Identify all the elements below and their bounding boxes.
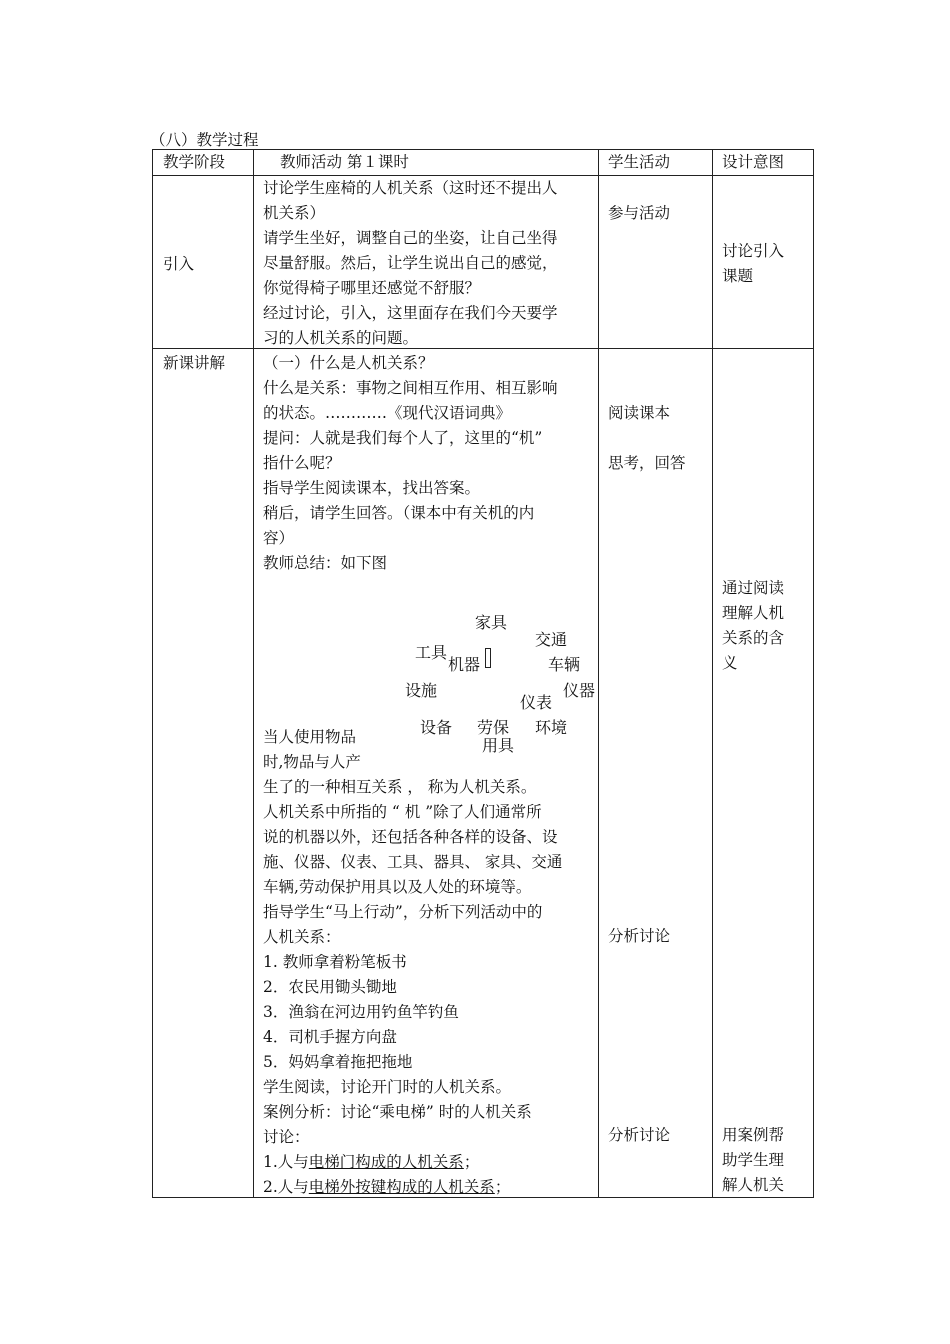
text-line: （一）什么是人机关系？ bbox=[263, 354, 434, 372]
text-line: 什么是关系：事物之间相互作用、相互影响 bbox=[263, 379, 558, 397]
text-line: 人机关系： bbox=[263, 928, 341, 946]
header-student: 学生活动 bbox=[608, 153, 671, 171]
section-title: （八）教学过程 bbox=[150, 131, 259, 149]
diagram-word-meter: 仪表 bbox=[520, 693, 553, 712]
text-line: 时,物品与人产 bbox=[263, 753, 361, 771]
text-line: 讨论引入 bbox=[722, 242, 785, 260]
row2-stage: 新课讲解 bbox=[163, 354, 226, 372]
row2-teacher-activity-bottom bbox=[263, 725, 562, 1200]
text-line: 尽量舒服。然后，让学生说出自己的感觉， bbox=[263, 254, 558, 272]
text-line: 提问：人就是我们每个人了，这里的“机” bbox=[263, 429, 543, 447]
row2-teacher-activity-top bbox=[263, 351, 558, 576]
header-design: 设计意图 bbox=[722, 153, 785, 171]
text-line: 学生阅读，讨论开门时的人机关系。 bbox=[263, 1078, 512, 1096]
text-line: 的状态。…………《现代汉语词典》 bbox=[263, 404, 512, 422]
text-line: 教师总结：如下图 bbox=[263, 554, 388, 572]
text-line: 5．妈妈拿着拖把拖地 bbox=[263, 1053, 413, 1071]
text-line: 经过讨论，引入，这里面存在我们今天要学 bbox=[263, 304, 558, 322]
table-column-divider-3 bbox=[712, 149, 713, 1198]
table-border-top bbox=[152, 149, 814, 150]
text-line: 机关系） bbox=[263, 204, 326, 222]
text-line: 指什么呢？ bbox=[263, 454, 341, 472]
header-teacher: 教师活动 第１课时 bbox=[280, 153, 409, 171]
text-line: 稍后，请学生回答。（课本中有关机的内 bbox=[263, 504, 535, 522]
case-underlined-text: 电梯门构成的人机关系 bbox=[308, 1153, 464, 1171]
text-line: 案例分析：讨论“乘电梯” 时的人机关系 bbox=[263, 1103, 532, 1121]
diagram-word-instrument: 仪器 bbox=[563, 681, 596, 700]
row2-student-read: 阅读课本 bbox=[608, 404, 671, 422]
text-line: 义 bbox=[722, 654, 738, 672]
text-line: 指导学生“马上行动”，分析下列活动中的 bbox=[263, 903, 543, 921]
text-line: 3．渔翁在河边用钓鱼竿钓鱼 bbox=[263, 1003, 459, 1021]
text-line: 助学生理 bbox=[722, 1151, 785, 1169]
text-line: 人机关系中所指的 “ 机 ”除了人们通常所 bbox=[263, 803, 542, 821]
diagram-word-traffic: 交通 bbox=[535, 630, 568, 649]
table-column-divider-1 bbox=[253, 149, 254, 1198]
text-line: 讨论学生座椅的人机关系（这时还不提出人 bbox=[263, 179, 558, 197]
case-underlined-text: 电梯外按键构成的人机关系 bbox=[308, 1178, 495, 1196]
case-item-1 bbox=[263, 1150, 562, 1175]
text-line: 通过阅读 bbox=[722, 579, 785, 597]
row2-design-intent-2 bbox=[722, 1123, 784, 1198]
bracket-icon bbox=[485, 648, 491, 668]
table-border-left bbox=[152, 149, 153, 1198]
diagram-word-vehicle: 车辆 bbox=[548, 655, 581, 674]
text-line: 请学生坐好，调整自己的坐姿，让自己坐得 bbox=[263, 229, 558, 247]
diagram-word-labor: 劳保 bbox=[477, 718, 510, 737]
text-line: 车辆,劳动保护用具以及人处的环境等。 bbox=[263, 878, 532, 896]
row1-stage: 引入 bbox=[163, 255, 195, 273]
text-line: 关系的含 bbox=[722, 629, 785, 647]
diagram-word-labor-tools: 用具 bbox=[482, 736, 515, 755]
text-line: 用案例帮 bbox=[722, 1126, 785, 1144]
row2-student-analyze-2: 分析讨论 bbox=[608, 1126, 671, 1144]
text-line: 1. 教师拿着粉笔板书 bbox=[263, 953, 407, 971]
case-prefix: 2.人与 bbox=[263, 1178, 309, 1196]
row2-student-think: 思考，回答 bbox=[608, 454, 686, 472]
text-line: 解人机关 bbox=[722, 1176, 785, 1194]
text-line: 理解人机 bbox=[722, 604, 785, 622]
text-line: 生了的一种相互关系 ， 称为人机关系。 bbox=[263, 778, 537, 796]
text-line: 你觉得椅子哪里还感觉不舒服？ bbox=[263, 279, 481, 297]
text-line: 指导学生阅读课本，找出答案。 bbox=[263, 479, 481, 497]
row1-teacher-activity bbox=[263, 176, 558, 351]
text-line: 施、仪器、仪表、工具、器具、 家具、交通 bbox=[263, 853, 563, 871]
text-line: 讨论： bbox=[263, 1128, 310, 1146]
header-stage: 教学阶段 bbox=[163, 153, 226, 171]
case-prefix: 1.人与 bbox=[263, 1153, 309, 1171]
row2-design-intent-1 bbox=[722, 576, 784, 676]
diagram-word-environment: 环境 bbox=[535, 718, 568, 737]
case-item-2 bbox=[263, 1175, 562, 1200]
case-suffix: ； bbox=[463, 1153, 480, 1171]
text-line: 容） bbox=[263, 529, 295, 547]
text-line: 4．司机手握方向盘 bbox=[263, 1028, 397, 1046]
diagram-word-tools: 工具 bbox=[415, 643, 448, 662]
text-line: 说的机器以外，还包括各种各样的设备、设 bbox=[263, 828, 558, 846]
diagram-word-machine: 机器 bbox=[448, 655, 481, 674]
table-border-right bbox=[813, 149, 814, 1198]
text-line: 当人使用物品 bbox=[263, 728, 357, 746]
row1-design-intent bbox=[722, 239, 784, 289]
row1-student-activity: 参与活动 bbox=[608, 204, 671, 222]
text-line: 2．农民用锄头锄地 bbox=[263, 978, 397, 996]
text-line: 课题 bbox=[722, 267, 754, 285]
diagram-word-equipment: 设备 bbox=[420, 718, 453, 737]
row2-student-analyze-1: 分析讨论 bbox=[608, 927, 671, 945]
diagram-word-facility: 设施 bbox=[405, 681, 438, 700]
text-line: 习的人机关系的问题。 bbox=[263, 329, 419, 347]
diagram-word-furniture: 家具 bbox=[475, 613, 508, 632]
case-suffix: ； bbox=[494, 1178, 511, 1196]
